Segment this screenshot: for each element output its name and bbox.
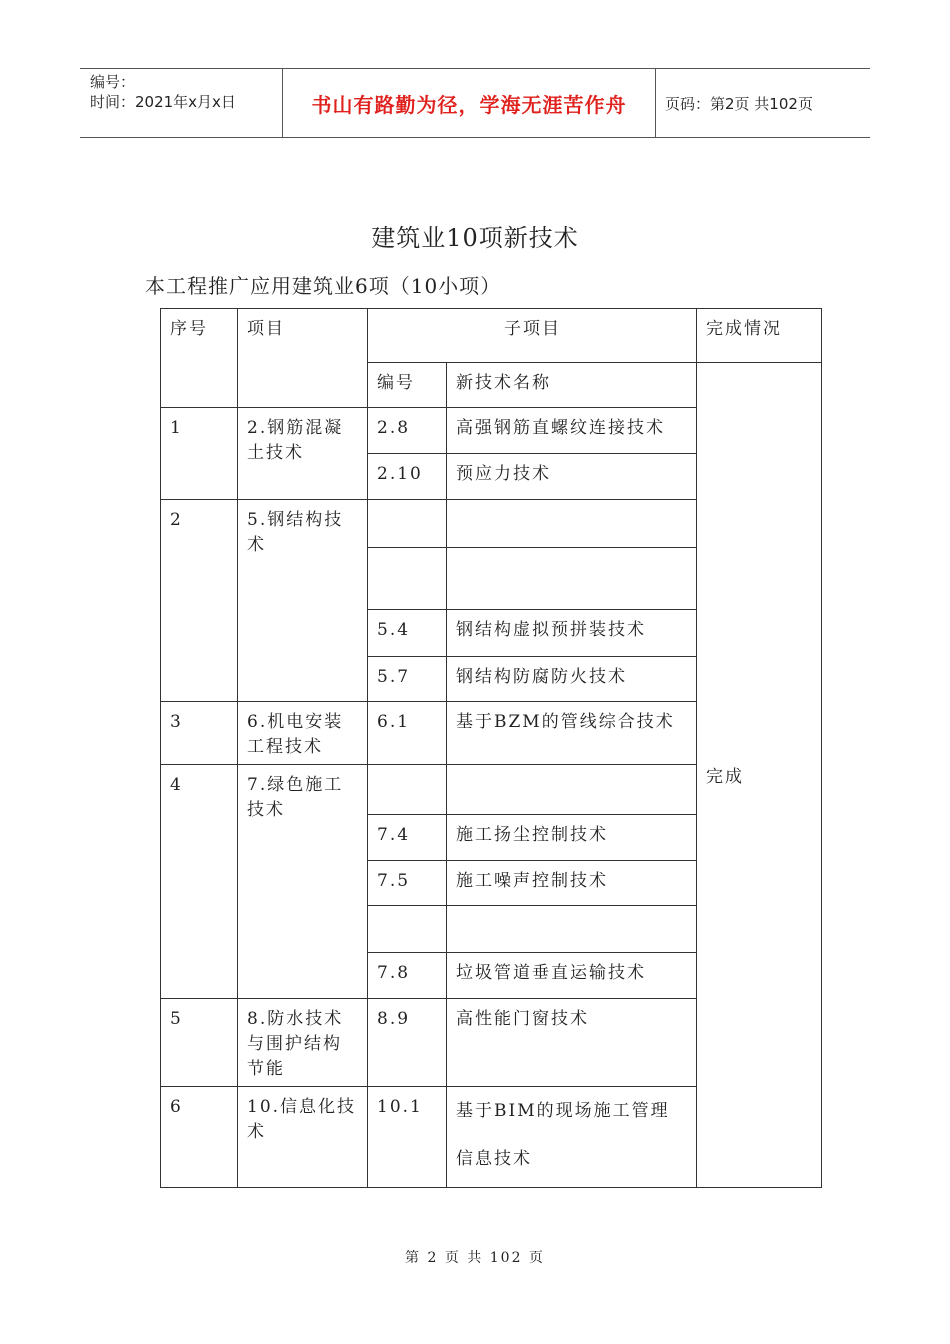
header-meta <box>80 69 282 137</box>
code-cell: 10.1 <box>368 1087 447 1188</box>
code-cell: 7.4 <box>368 815 447 861</box>
seq-cell: 3 <box>161 702 238 765</box>
header-name: 新技术名称 <box>447 363 697 408</box>
table-header-row <box>161 309 822 363</box>
document-title: 建筑业10项新技术 <box>371 224 579 252</box>
code-cell <box>368 548 447 610</box>
code-cell: 2.8 <box>368 408 447 454</box>
header-sub: 子项目 <box>368 309 697 363</box>
header-status: 完成情况 <box>697 309 822 363</box>
seq-cell: 1 <box>161 408 238 500</box>
page-info: 页码：第2页 共102页 <box>665 94 813 113</box>
code-cell: 7.5 <box>368 861 447 906</box>
header-motto-cell <box>282 69 656 137</box>
page-footer: 第 2 页 共 102 页 <box>405 1250 545 1266</box>
time-label: 时间：2021年x月x日 <box>90 93 236 111</box>
item-cell: 6.机电安装工程技术 <box>238 702 368 765</box>
number-label: 编号： <box>90 73 136 91</box>
name-cell: 基于BIM的现场施工管理信息技术 <box>447 1087 697 1188</box>
code-cell <box>368 906 447 953</box>
name-cell: 预应力技术 <box>447 454 697 500</box>
motto: 书山有路勤为径，学海无涯苦作舟 <box>311 92 627 117</box>
header-item: 项目 <box>238 309 368 408</box>
item-cell: 2.钢筋混凝土技术 <box>238 408 368 500</box>
seq-cell: 2 <box>161 500 238 702</box>
seq-cell: 4 <box>161 765 238 999</box>
technology-table <box>160 308 822 1188</box>
code-cell: 7.8 <box>368 953 447 999</box>
item-cell: 8.防水技术与围护结构节能 <box>238 999 368 1087</box>
name-cell: 基于BZM的管线综合技术 <box>447 702 697 765</box>
code-cell: 6.1 <box>368 702 447 765</box>
header-page-cell <box>655 69 880 137</box>
item-cell: 5.钢结构技术 <box>238 500 368 702</box>
document-subtitle: 本工程推广应用建筑业6项（10小项） <box>145 274 502 298</box>
code-cell <box>368 500 447 548</box>
code-cell: 8.9 <box>368 999 447 1087</box>
seq-cell: 5 <box>161 999 238 1087</box>
name-cell: 施工扬尘控制技术 <box>447 815 697 861</box>
code-cell <box>368 765 447 815</box>
header-code: 编号 <box>368 363 447 408</box>
name-cell: 高性能门窗技术 <box>447 999 697 1087</box>
name-cell <box>447 906 697 953</box>
name-cell: 垃圾管道垂直运输技术 <box>447 953 697 999</box>
name-cell <box>447 765 697 815</box>
code-cell: 5.4 <box>368 610 447 657</box>
name-cell: 高强钢筋直螺纹连接技术 <box>447 408 697 454</box>
page-header <box>80 68 870 138</box>
seq-cell: 6 <box>161 1087 238 1188</box>
name-cell: 施工噪声控制技术 <box>447 861 697 906</box>
item-cell: 10.信息化技术 <box>238 1087 368 1188</box>
code-cell: 2.10 <box>368 454 447 500</box>
item-cell: 7.绿色施工技术 <box>238 765 368 999</box>
code-cell: 5.7 <box>368 657 447 702</box>
name-cell <box>447 500 697 548</box>
name-cell: 钢结构防腐防火技术 <box>447 657 697 702</box>
name-cell <box>447 548 697 610</box>
header-seq: 序号 <box>161 309 238 408</box>
status-cell: 完成 <box>697 363 822 1188</box>
name-cell: 钢结构虚拟预拼装技术 <box>447 610 697 657</box>
